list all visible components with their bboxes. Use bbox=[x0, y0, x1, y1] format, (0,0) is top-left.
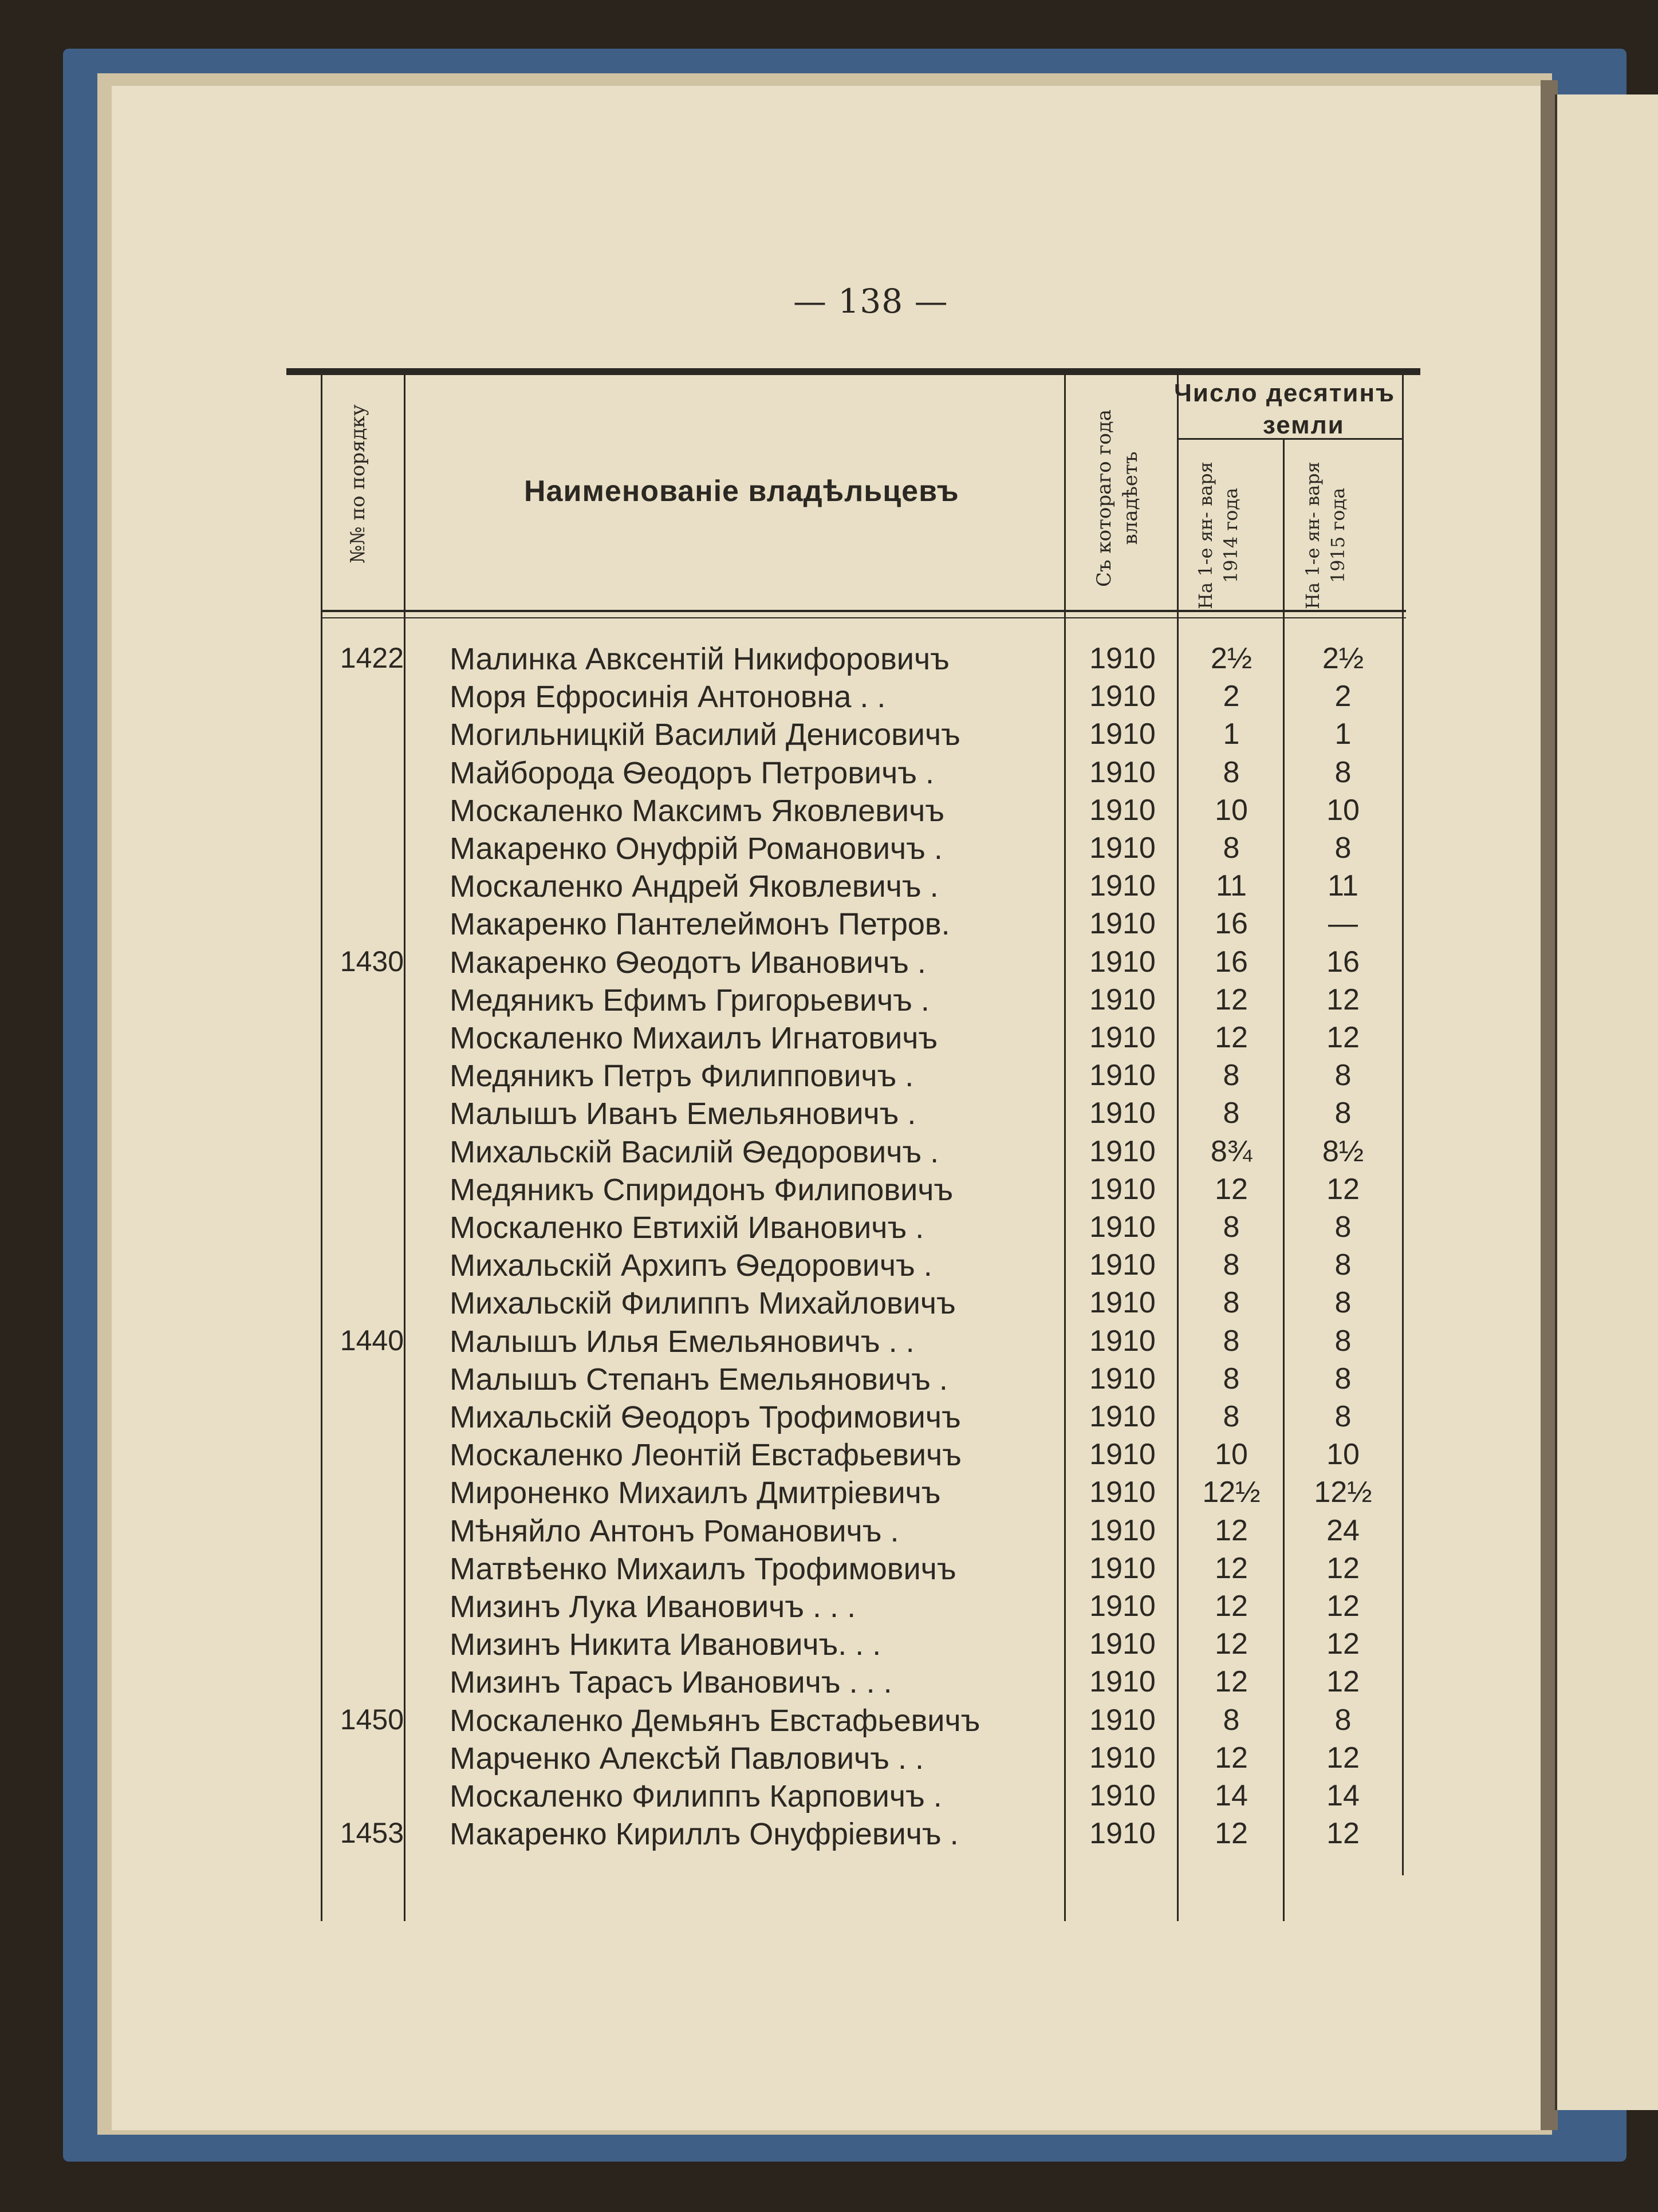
header-1915: На 1-е ян- варя 1915 года bbox=[1302, 462, 1349, 609]
row-land-1914: 1 bbox=[1223, 717, 1240, 751]
row-land-1915: 12 bbox=[1326, 1817, 1360, 1851]
row-land-1915: 2 bbox=[1334, 680, 1352, 713]
row-land-1915: 12 bbox=[1326, 1627, 1360, 1661]
row-land-1914: 16 bbox=[1215, 907, 1248, 941]
row-land-1915: 12 bbox=[1326, 1172, 1360, 1206]
row-land-1915: 12½ bbox=[1314, 1476, 1372, 1509]
row-land-1914: 16 bbox=[1215, 945, 1248, 979]
page-number: — 138 — bbox=[793, 282, 948, 321]
row-owner-name: Москаленко Максимъ Яковлевичъ bbox=[450, 793, 944, 828]
row-year: 1910 bbox=[1089, 1059, 1156, 1093]
row-index: 1450 bbox=[340, 1703, 404, 1736]
col-divider-right bbox=[1402, 375, 1404, 1875]
row-land-1915: 8 bbox=[1334, 1400, 1352, 1433]
row-year: 1910 bbox=[1089, 1286, 1156, 1320]
facing-page bbox=[1555, 94, 1658, 2110]
row-land-1914: 8 bbox=[1223, 1248, 1240, 1282]
row-land-1914: 12 bbox=[1215, 1021, 1248, 1054]
row-land-1915: 8 bbox=[1334, 1248, 1352, 1282]
row-owner-name: Москаленко Михаилъ Игнатовичъ bbox=[450, 1021, 938, 1055]
row-owner-name: Малышъ Иванъ Емельяновичъ . bbox=[450, 1097, 916, 1131]
row-land-1915: 8 bbox=[1334, 1059, 1352, 1093]
header-name: Наименованіе владѣльцевъ bbox=[524, 475, 959, 508]
left-border bbox=[321, 375, 322, 1921]
row-year: 1910 bbox=[1089, 1590, 1156, 1623]
row-year: 1910 bbox=[1089, 1665, 1156, 1699]
row-land-1914: 12 bbox=[1215, 983, 1248, 1016]
row-land-1915: 8 bbox=[1334, 831, 1352, 865]
row-land-1915: 10 bbox=[1326, 793, 1360, 827]
row-land-1914: 12 bbox=[1215, 1665, 1248, 1699]
row-index: 1430 bbox=[340, 945, 404, 977]
row-land-1914: 8 bbox=[1223, 1400, 1240, 1433]
row-land-1915: 14 bbox=[1326, 1779, 1360, 1812]
col-divider-land bbox=[1283, 438, 1285, 1921]
row-year: 1910 bbox=[1089, 831, 1156, 865]
row-year: 1910 bbox=[1089, 1097, 1156, 1130]
row-owner-name: Москаленко Филиппъ Карповичъ . bbox=[450, 1779, 942, 1813]
row-land-1914: 8 bbox=[1223, 1211, 1240, 1244]
row-year: 1910 bbox=[1089, 793, 1156, 827]
row-owner-name: Мироненко Михаилъ Дмитріевичъ bbox=[450, 1476, 941, 1511]
row-land-1914: 12 bbox=[1215, 1741, 1248, 1775]
row-year: 1910 bbox=[1089, 945, 1156, 979]
top-rule bbox=[286, 368, 1420, 375]
row-land-1915: 8½ bbox=[1322, 1134, 1364, 1168]
row-year: 1910 bbox=[1089, 907, 1156, 941]
row-land-1914: 12½ bbox=[1202, 1476, 1261, 1509]
row-owner-name: Макаренко Кириллъ Онуфріевичъ . bbox=[450, 1817, 959, 1852]
row-land-1915: 8 bbox=[1334, 1211, 1352, 1244]
row-owner-name: Мизинъ Никита Ивановичъ. . . bbox=[450, 1627, 881, 1662]
row-year: 1910 bbox=[1089, 1211, 1156, 1244]
row-land-1914: 8 bbox=[1223, 1286, 1240, 1320]
header-year: Съ котораго года владѣетъ bbox=[1093, 409, 1142, 587]
row-owner-name: Михальскій Архипъ Ѳедоровичъ . bbox=[450, 1248, 932, 1283]
header-land-title: Число десятинъ bbox=[1174, 379, 1396, 407]
row-land-1915: 12 bbox=[1326, 983, 1360, 1016]
row-year: 1910 bbox=[1089, 717, 1156, 751]
row-land-1914: 12 bbox=[1215, 1551, 1248, 1585]
row-year: 1910 bbox=[1089, 642, 1156, 675]
row-land-1915: 12 bbox=[1326, 1590, 1360, 1623]
row-index: 1422 bbox=[340, 642, 404, 674]
row-year: 1910 bbox=[1089, 1551, 1156, 1585]
header-1914: На 1-е ян- варя 1914 года bbox=[1195, 462, 1242, 609]
row-land-1914: 12 bbox=[1215, 1172, 1248, 1206]
col-divider-year bbox=[1177, 375, 1179, 1921]
row-land-1914: 8 bbox=[1223, 1362, 1240, 1395]
row-owner-name: Мѣняйло Антонъ Романовичъ . bbox=[450, 1513, 899, 1548]
row-owner-name: Медяникъ Петръ Филипповичъ . bbox=[450, 1059, 914, 1094]
row-owner-name: Матвѣенко Михаилъ Трофимовичъ bbox=[450, 1551, 956, 1586]
row-owner-name: Могильницкій Василий Денисовичъ bbox=[450, 717, 960, 752]
row-year: 1910 bbox=[1089, 1779, 1156, 1812]
row-year: 1910 bbox=[1089, 1817, 1156, 1851]
row-owner-name: Малинка Авксентій Никифоровичъ bbox=[450, 642, 950, 676]
row-owner-name: Макаренко Ѳеодотъ Ивановичъ . bbox=[450, 945, 926, 980]
row-year: 1910 bbox=[1089, 1021, 1156, 1054]
row-owner-name: Майборода Ѳеодоръ Петровичъ . bbox=[450, 755, 934, 790]
row-owner-name: Мизинъ Лука Ивановичъ . . . bbox=[450, 1590, 856, 1624]
row-owner-name: Макаренко Пантелеймонъ Петров. bbox=[450, 907, 950, 942]
row-land-1915: 12 bbox=[1326, 1741, 1360, 1775]
row-land-1914: 14 bbox=[1215, 1779, 1248, 1812]
row-year: 1910 bbox=[1089, 983, 1156, 1016]
row-land-1914: 8 bbox=[1223, 1703, 1240, 1737]
row-year: 1910 bbox=[1089, 1741, 1156, 1775]
row-year: 1910 bbox=[1089, 1438, 1156, 1472]
row-land-1914: 8 bbox=[1223, 1059, 1240, 1093]
row-land-1915: 8 bbox=[1334, 755, 1352, 789]
row-land-1915: 12 bbox=[1326, 1665, 1360, 1699]
row-land-1914: 10 bbox=[1215, 1438, 1248, 1472]
row-year: 1910 bbox=[1089, 1248, 1156, 1282]
row-land-1914: 12 bbox=[1215, 1590, 1248, 1623]
row-land-1914: 11 bbox=[1216, 869, 1247, 903]
row-year: 1910 bbox=[1089, 869, 1156, 903]
row-land-1915: 8 bbox=[1334, 1324, 1352, 1358]
row-owner-name: Моря Ефросинія Антоновна . . bbox=[450, 680, 886, 715]
row-land-1914: 2 bbox=[1223, 680, 1240, 713]
row-year: 1910 bbox=[1089, 1627, 1156, 1661]
row-land-1914: 8 bbox=[1223, 1324, 1240, 1358]
row-year: 1910 bbox=[1089, 1703, 1156, 1737]
row-owner-name: Михальскій Филиппъ Михайловичъ bbox=[450, 1286, 956, 1321]
row-land-1915: 8 bbox=[1334, 1703, 1352, 1737]
header-index: №№ по порядку bbox=[346, 404, 369, 563]
row-land-1914: 12 bbox=[1215, 1627, 1248, 1661]
row-land-1914: 10 bbox=[1215, 793, 1248, 827]
row-index: 1440 bbox=[340, 1324, 404, 1357]
row-owner-name: Москаленко Евтихій Ивановичъ . bbox=[450, 1211, 924, 1245]
row-owner-name: Москаленко Леонтій Евстафьевичъ bbox=[450, 1438, 962, 1473]
row-year: 1910 bbox=[1089, 1476, 1156, 1509]
row-land-1915: 8 bbox=[1334, 1286, 1352, 1320]
row-land-1914: 8¾ bbox=[1210, 1134, 1253, 1168]
row-owner-name: Москаленко Демьянъ Евстафьевичъ bbox=[450, 1703, 980, 1738]
row-index: 1453 bbox=[340, 1817, 404, 1850]
row-owner-name: Марченко Алексѣй Павловичъ . . bbox=[450, 1741, 924, 1776]
row-land-1915: 12 bbox=[1326, 1021, 1360, 1054]
row-year: 1910 bbox=[1089, 1172, 1156, 1206]
row-land-1915: 24 bbox=[1326, 1513, 1360, 1547]
row-land-1915: 8 bbox=[1334, 1097, 1352, 1130]
row-year: 1910 bbox=[1089, 1400, 1156, 1433]
row-owner-name: Москаленко Андрей Яковлевичъ . bbox=[450, 869, 939, 904]
row-land-1914: 12 bbox=[1215, 1817, 1248, 1851]
row-year: 1910 bbox=[1089, 1513, 1156, 1547]
row-land-1914: 12 bbox=[1215, 1513, 1248, 1547]
row-land-1915: 2½ bbox=[1322, 642, 1364, 675]
row-land-1915: — bbox=[1328, 907, 1358, 941]
row-year: 1910 bbox=[1089, 1362, 1156, 1395]
col-divider-index bbox=[404, 375, 405, 1921]
row-land-1914: 8 bbox=[1223, 831, 1240, 865]
row-owner-name: Медяникъ Ефимъ Григорьевичъ . bbox=[450, 983, 930, 1018]
row-land-1915: 16 bbox=[1326, 945, 1360, 979]
row-owner-name: Малышъ Илья Емельяновичъ . . bbox=[450, 1324, 915, 1359]
row-owner-name: Малышъ Степанъ Емельяновичъ . bbox=[450, 1362, 948, 1397]
row-owner-name: Мизинъ Тарасъ Ивановичъ . . . bbox=[450, 1665, 892, 1700]
header-land-subtitle: земли bbox=[1263, 411, 1345, 439]
row-land-1915: 12 bbox=[1326, 1551, 1360, 1585]
row-land-1915: 10 bbox=[1326, 1438, 1360, 1472]
row-owner-name: Медяникъ Спиридонъ Филиповичъ bbox=[450, 1172, 954, 1207]
row-land-1914: 8 bbox=[1223, 755, 1240, 789]
row-owner-name: Михальскій Ѳеодоръ Трофимовичъ bbox=[450, 1400, 961, 1434]
row-year: 1910 bbox=[1089, 1324, 1156, 1358]
row-owner-name: Михальскій Василій Ѳедоровичъ . bbox=[450, 1134, 939, 1169]
col-divider-name bbox=[1064, 375, 1066, 1921]
row-land-1915: 11 bbox=[1328, 869, 1358, 903]
row-year: 1910 bbox=[1089, 1134, 1156, 1168]
row-land-1915: 8 bbox=[1334, 1362, 1352, 1395]
row-year: 1910 bbox=[1089, 680, 1156, 713]
row-land-1915: 1 bbox=[1334, 717, 1352, 751]
row-owner-name: Макаренко Онуфрій Романовичъ . bbox=[450, 831, 943, 866]
row-year: 1910 bbox=[1089, 755, 1156, 789]
row-land-1914: 8 bbox=[1223, 1097, 1240, 1130]
row-land-1914: 2½ bbox=[1210, 642, 1253, 675]
